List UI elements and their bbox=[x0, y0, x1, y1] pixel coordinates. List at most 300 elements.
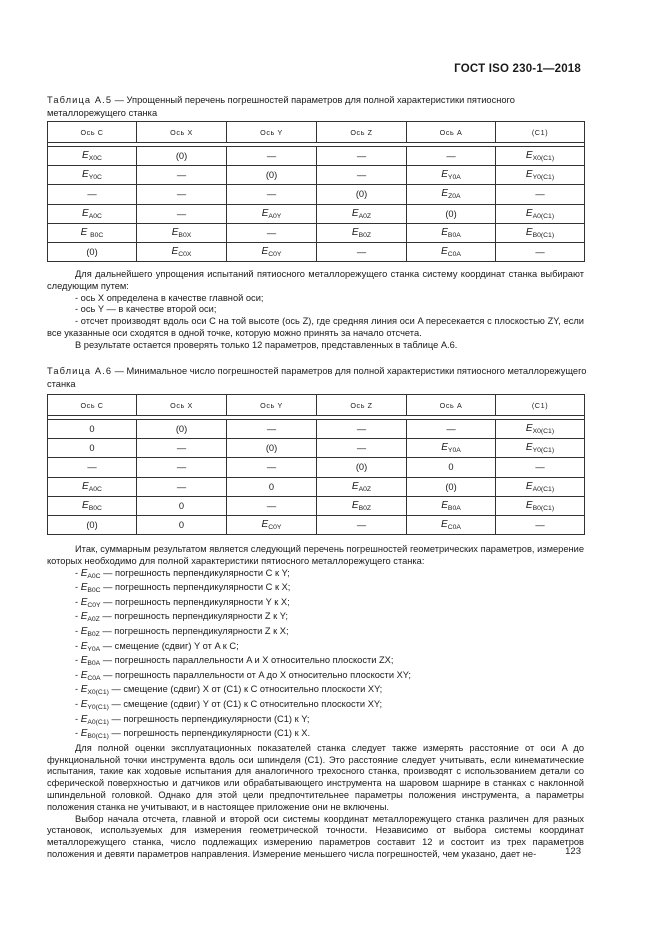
table-a5-caption bbox=[47, 94, 587, 119]
table-a6 bbox=[47, 394, 585, 535]
cell-text: — bbox=[535, 189, 545, 200]
cell-text: — bbox=[266, 151, 277, 162]
symbol-subscript: Y0(C1) bbox=[87, 703, 109, 711]
table-cell bbox=[496, 458, 585, 477]
column-header: Ось A bbox=[407, 122, 496, 143]
table-cell bbox=[317, 185, 407, 204]
table-row bbox=[48, 166, 585, 185]
simplification-intro: Для дальнейшего упрощения испытаний пятиосного металлорежущего станка систему координат станка выбирают следующим путем: bbox=[47, 269, 584, 291]
list-item-origin: - отсчет производят вдоль оси C на той высоте (ось Z), где средняя линия оси A пересекается с плоскостью ZY, если все указанные оси сходятся в одной точке, которую можно принять за начало отсчета. bbox=[47, 316, 584, 338]
error-symbol bbox=[441, 188, 461, 201]
table-cell bbox=[137, 439, 227, 458]
table-a5-label: Таблица А.5 bbox=[47, 95, 113, 105]
symbol-subscript: Y0A bbox=[447, 447, 461, 455]
symbol-letter: E bbox=[441, 442, 448, 454]
paragraph-summary bbox=[47, 544, 584, 861]
error-symbol bbox=[81, 670, 101, 680]
symbol-letter: E bbox=[80, 640, 88, 652]
table-cell bbox=[407, 185, 496, 204]
list-item bbox=[75, 641, 584, 656]
table-cell bbox=[48, 458, 137, 477]
error-symbol bbox=[82, 208, 102, 218]
table-cell bbox=[48, 166, 137, 185]
cell-text: — bbox=[356, 520, 367, 531]
cell-text: 0 bbox=[89, 443, 95, 454]
table-cell bbox=[227, 496, 317, 515]
symbol-letter: E bbox=[80, 698, 88, 710]
column-header: Ось C bbox=[48, 122, 137, 143]
table-cell bbox=[317, 166, 407, 185]
symbol-letter: E bbox=[441, 499, 448, 511]
table-row bbox=[48, 420, 585, 439]
table-cell bbox=[407, 204, 496, 223]
list-item-text: — смещение (сдвиг) Y от (C1) к C относительно плоскости XY; bbox=[108, 698, 383, 709]
table-row bbox=[48, 515, 585, 534]
list-bullet: - bbox=[75, 669, 81, 680]
column-header: Ось X bbox=[137, 395, 227, 416]
list-item bbox=[75, 670, 584, 685]
table-cell bbox=[317, 439, 407, 458]
table-cell bbox=[496, 223, 585, 242]
table-cell bbox=[227, 147, 317, 166]
symbol-subscript: B0(C1) bbox=[532, 231, 555, 239]
error-symbol bbox=[352, 500, 371, 510]
cell-text: — bbox=[266, 462, 277, 473]
cell-text: 0 bbox=[178, 520, 185, 531]
cell-text: 0 bbox=[448, 462, 454, 473]
error-symbol bbox=[526, 481, 554, 491]
symbol-subscript: B0A bbox=[447, 504, 461, 512]
paragraph-full-evaluation: Для полной оценки эксплуатационных показателей станка следует также измерять расстояние от оси A до функциональной точки инструмента вдоль оси шпинделя (C1). Это расстояние следует учитывать, если кинематические испытания, такие как ходовые испытания для аналогичного трехосного станка, производят с использованием детали со сферической поверхностью и датчиков или обрабатывающего инструмента на шаровом шарнире в станках с наклонной шпиндельной головкой. Однако для этой цели предпочтительнее параметры положения инструмента, а параметры положения станка не учитывают, и в настоящее приложение они не включены. bbox=[47, 742, 584, 812]
table-cell bbox=[407, 439, 496, 458]
error-symbol bbox=[352, 208, 371, 218]
error-symbol bbox=[441, 169, 461, 182]
list-item-axis-x: - ось X определена в качестве главной оси; bbox=[75, 292, 264, 303]
table-cell bbox=[227, 185, 317, 204]
symbol-subscript: X0C bbox=[88, 155, 102, 163]
symbol-subscript: B0A bbox=[87, 660, 101, 668]
table-cell bbox=[137, 477, 227, 496]
table-a5-title: — Упрощенный перечень погрешностей параметров для полной характеристики пятиосного металлорежущего станка bbox=[47, 95, 515, 118]
symbol-letter: E bbox=[171, 246, 179, 258]
list-bullet: - bbox=[75, 713, 81, 724]
table-cell bbox=[407, 223, 496, 242]
symbol-letter: E bbox=[525, 442, 533, 454]
table-cell bbox=[407, 458, 496, 477]
table-cell bbox=[496, 420, 585, 439]
table-cell bbox=[227, 420, 317, 439]
table-cell bbox=[227, 515, 317, 534]
table-header-row bbox=[48, 395, 585, 416]
symbol-subscript: Y0A bbox=[447, 174, 461, 182]
symbol-letter: E bbox=[441, 169, 448, 181]
symbol-subscript: A0Z bbox=[87, 616, 100, 624]
symbol-subscript: X0(C1) bbox=[532, 155, 555, 163]
table-cell bbox=[496, 242, 585, 261]
symbol-subscript: B0(C1) bbox=[87, 733, 109, 741]
error-symbol bbox=[441, 246, 461, 259]
cell-text: — bbox=[176, 462, 187, 473]
paragraph-origin-choice: Выбор начала отсчета, главной и второй оси системы координат металлорежущего станка различен для разных установок, используемых для измерения геометрической точности. Независимо от выбора системы координат металлорежущего станка, число подлежащих измерению параметров составит 12 и состоит из трех параметров положения и девяти параметров направления. Измерение меньшего числа погрешностей, чем указано, дает не- bbox=[47, 813, 584, 859]
table-row bbox=[48, 458, 585, 477]
error-symbol bbox=[81, 714, 109, 724]
symbol-subscript: B0C bbox=[88, 504, 102, 512]
table-cell bbox=[137, 515, 227, 534]
list-item bbox=[75, 597, 584, 612]
list-bullet: - bbox=[75, 698, 81, 709]
column-header: Ось Z bbox=[317, 122, 407, 143]
table-cell bbox=[496, 147, 585, 166]
symbol-letter: E bbox=[351, 207, 359, 219]
symbol-letter: E bbox=[261, 519, 269, 531]
symbol-letter: E bbox=[525, 423, 533, 435]
table-cell bbox=[407, 477, 496, 496]
table-cell bbox=[227, 242, 317, 261]
table-row bbox=[48, 477, 585, 496]
list-item-text: — погрешность перпендикулярности Y к X; bbox=[100, 596, 290, 607]
result-sentence: В результате остается проверять только 12 параметров, представленных в таблице А.6. bbox=[75, 339, 458, 350]
table-cell bbox=[407, 420, 496, 439]
list-bullet: - bbox=[75, 728, 81, 739]
cell-text: — bbox=[266, 227, 277, 238]
cell-text: 0 bbox=[268, 481, 275, 492]
column-header: Ось Y bbox=[227, 395, 317, 416]
table-cell bbox=[317, 458, 407, 477]
symbol-letter: E bbox=[82, 480, 89, 492]
error-symbol bbox=[82, 150, 102, 163]
list-bullet: - bbox=[75, 567, 81, 578]
list-item-axis-y: - ось Y — в качестве второй оси; bbox=[75, 304, 217, 315]
error-symbol bbox=[525, 423, 555, 436]
table-a5 bbox=[47, 121, 585, 262]
symbol-letter: E bbox=[525, 207, 533, 219]
table-cell bbox=[317, 515, 407, 534]
table-cell bbox=[137, 223, 227, 242]
column-header: Ось C bbox=[48, 395, 137, 416]
cell-text: — bbox=[356, 443, 367, 454]
list-item bbox=[75, 684, 584, 699]
table-cell bbox=[407, 147, 496, 166]
symbol-subscript: B0Z bbox=[358, 231, 372, 239]
cell-text: — bbox=[266, 189, 277, 200]
cell-text: — bbox=[356, 170, 367, 181]
table-cell bbox=[496, 204, 585, 223]
error-symbol bbox=[261, 519, 282, 532]
symbol-subscript: A0Z bbox=[358, 485, 372, 493]
cell-text: 0 bbox=[178, 500, 185, 511]
cell-text: — bbox=[446, 151, 456, 162]
table-cell bbox=[496, 477, 585, 496]
symbol-subscript: A0(C1) bbox=[87, 718, 109, 726]
cell-text: 0 bbox=[89, 424, 95, 435]
cell-text: — bbox=[356, 424, 367, 435]
list-item-text: — погрешность перпендикулярности C к Y; bbox=[100, 567, 290, 578]
column-header: Ось Y bbox=[227, 122, 317, 143]
cell-text: — bbox=[176, 481, 187, 492]
symbol-subscript: A0C bbox=[88, 212, 102, 220]
symbol-subscript: C0A bbox=[447, 524, 461, 532]
column-header: (C1) bbox=[496, 395, 585, 416]
table-cell bbox=[137, 166, 227, 185]
symbol-letter: E bbox=[441, 226, 448, 238]
table-cell bbox=[407, 496, 496, 515]
cell-text: — bbox=[446, 424, 456, 435]
error-symbol bbox=[82, 481, 102, 491]
list-item-text: — погрешность параллельности от A до X относительно плоскости XY; bbox=[100, 669, 411, 680]
symbol-letter: E bbox=[525, 169, 533, 181]
table-row bbox=[48, 496, 585, 515]
table-row bbox=[48, 242, 585, 261]
symbol-subscript: A0Z bbox=[358, 212, 372, 220]
list-bullet: - bbox=[75, 684, 81, 695]
symbol-letter: E bbox=[261, 207, 269, 219]
error-symbol bbox=[81, 641, 101, 651]
error-symbol bbox=[525, 442, 555, 455]
error-symbol bbox=[352, 227, 371, 237]
symbol-subscript: Z0A bbox=[448, 193, 461, 201]
list-item-text: — погрешность перпендикулярности Z к X; bbox=[99, 625, 289, 636]
list-item bbox=[75, 714, 584, 729]
cell-text: (0) bbox=[175, 151, 188, 162]
list-item bbox=[75, 582, 584, 597]
symbol-letter: E bbox=[82, 207, 89, 219]
cell-text: (0) bbox=[445, 208, 457, 219]
table-cell bbox=[496, 439, 585, 458]
table-cell bbox=[407, 166, 496, 185]
table-cell bbox=[317, 204, 407, 223]
error-symbol bbox=[81, 626, 100, 636]
symbol-subscript: C0Y bbox=[268, 251, 282, 259]
error-symbol bbox=[441, 519, 461, 532]
list-bullet: - bbox=[75, 611, 81, 622]
table-cell bbox=[317, 477, 407, 496]
cell-text: (0) bbox=[86, 520, 98, 531]
column-header: (C1) bbox=[496, 122, 585, 143]
error-symbol bbox=[81, 597, 101, 607]
cell-text: (0) bbox=[175, 424, 188, 435]
error-symbol bbox=[80, 582, 101, 595]
symbol-letter: E bbox=[80, 567, 88, 579]
standard-header: ГОСТ ISO 230-1—2018 bbox=[454, 63, 581, 75]
symbol-subscript: C0Y bbox=[268, 524, 282, 532]
error-list bbox=[47, 568, 584, 743]
table-cell bbox=[407, 515, 496, 534]
error-symbol bbox=[261, 246, 282, 259]
table-cell bbox=[137, 496, 227, 515]
symbol-letter: E bbox=[82, 150, 89, 162]
list-bullet: - bbox=[75, 640, 81, 651]
list-item-text: — погрешность перпендикулярности (C1) к Y; bbox=[108, 713, 310, 724]
list-bullet: - bbox=[75, 655, 81, 666]
list-item-text: — погрешность параллельности A и X относительно плоскости ZX; bbox=[100, 655, 394, 666]
error-symbol bbox=[262, 208, 282, 218]
column-header: Ось Z bbox=[317, 395, 407, 416]
symbol-subscript: Y0(C1) bbox=[532, 174, 555, 182]
table-cell bbox=[496, 185, 585, 204]
table-cell bbox=[48, 477, 137, 496]
symbol-subscript: X0(C1) bbox=[87, 689, 109, 697]
symbol-subscript: B0C bbox=[87, 587, 101, 595]
column-header: Ось X bbox=[137, 122, 227, 143]
cell-text: (0) bbox=[445, 481, 457, 492]
symbol-letter: E bbox=[261, 246, 269, 258]
table-row bbox=[48, 147, 585, 166]
symbol-subscript: C0Y bbox=[87, 601, 101, 609]
error-symbol bbox=[526, 227, 554, 237]
table-cell bbox=[227, 477, 317, 496]
table-cell bbox=[317, 242, 407, 261]
symbol-letter: E bbox=[351, 499, 359, 511]
symbol-subscript: B0A bbox=[447, 231, 461, 239]
table-cell bbox=[317, 147, 407, 166]
error-symbol bbox=[441, 442, 461, 455]
error-symbol bbox=[525, 150, 555, 163]
cell-text: — bbox=[535, 247, 545, 258]
table-row bbox=[48, 204, 585, 223]
symbol-letter: E bbox=[80, 684, 88, 696]
error-symbol bbox=[81, 568, 101, 578]
error-symbol bbox=[526, 500, 554, 510]
table-a6-label: Таблица А.6 bbox=[47, 366, 113, 376]
error-symbol bbox=[82, 500, 102, 510]
error-symbol bbox=[81, 699, 109, 709]
table-row bbox=[48, 185, 585, 204]
symbol-subscript: C0X bbox=[178, 251, 192, 259]
symbol-letter: E bbox=[80, 625, 88, 637]
table-cell bbox=[407, 242, 496, 261]
table-cell bbox=[48, 515, 137, 534]
symbol-letter: E bbox=[80, 669, 88, 681]
table-cell bbox=[137, 147, 227, 166]
symbol-subscript: B0C bbox=[90, 231, 104, 239]
cell-text: — bbox=[176, 443, 187, 454]
table-cell bbox=[137, 185, 227, 204]
list-item bbox=[75, 655, 584, 670]
symbol-subscript: A0C bbox=[87, 572, 101, 580]
table-cell bbox=[48, 439, 137, 458]
symbol-subscript: C0A bbox=[447, 251, 461, 259]
error-symbol bbox=[352, 481, 371, 491]
error-symbol bbox=[525, 169, 555, 182]
symbol-letter: E bbox=[525, 480, 533, 492]
error-symbol bbox=[80, 728, 109, 741]
symbol-subscript: X0(C1) bbox=[532, 428, 555, 436]
list-item bbox=[75, 611, 584, 626]
summary-intro: Итак, суммарным результатом является следующий перечень погрешностей геометрических параметров, измерение которых необходимо для полной характеристики пятиосного металлорежущего станка: bbox=[47, 544, 584, 566]
symbol-subscript: C0A bbox=[87, 674, 101, 682]
list-item bbox=[75, 626, 584, 641]
symbol-letter: E bbox=[441, 519, 448, 531]
symbol-letter: E bbox=[171, 226, 179, 238]
table-cell bbox=[137, 420, 227, 439]
symbol-letter: E bbox=[525, 226, 533, 238]
table-cell bbox=[227, 223, 317, 242]
symbol-letter: E bbox=[525, 499, 533, 511]
cell-text: — bbox=[87, 462, 97, 473]
symbol-subscript: B0X bbox=[178, 231, 192, 239]
list-item bbox=[75, 699, 584, 714]
symbol-letter: E bbox=[82, 499, 89, 511]
table-cell bbox=[227, 458, 317, 477]
symbol-subscript: Y0A bbox=[87, 645, 101, 653]
symbol-subscript: A0(C1) bbox=[532, 212, 555, 220]
list-bullet: - bbox=[75, 625, 81, 636]
table-row bbox=[48, 439, 585, 458]
cell-text: (0) bbox=[355, 189, 368, 200]
table-cell bbox=[48, 204, 137, 223]
cell-text: — bbox=[176, 189, 187, 200]
symbol-letter: E bbox=[525, 150, 533, 162]
error-symbol bbox=[526, 208, 554, 218]
list-item-text: — погрешность перпендикулярности (C1) к X. bbox=[108, 728, 311, 739]
error-symbol bbox=[81, 227, 104, 237]
cell-text: (0) bbox=[265, 170, 278, 181]
symbol-subscript: B0Z bbox=[358, 504, 372, 512]
cell-text: — bbox=[176, 170, 187, 181]
table-cell bbox=[227, 439, 317, 458]
cell-text: (0) bbox=[265, 443, 278, 454]
cell-text: — bbox=[535, 462, 545, 473]
cell-text: — bbox=[87, 189, 97, 200]
cell-text: (0) bbox=[355, 462, 368, 473]
error-symbol bbox=[82, 169, 102, 182]
symbol-letter: E bbox=[80, 611, 88, 623]
error-symbol bbox=[441, 500, 461, 510]
table-cell bbox=[317, 223, 407, 242]
table-header-row bbox=[48, 122, 585, 143]
column-header: Ось A bbox=[407, 395, 496, 416]
symbol-subscript: Y0C bbox=[88, 174, 102, 182]
table-cell bbox=[48, 420, 137, 439]
paragraph-simplification bbox=[47, 269, 584, 352]
error-symbol bbox=[80, 611, 100, 624]
symbol-letter: E bbox=[80, 655, 88, 667]
cell-text: — bbox=[176, 208, 187, 219]
cell-text: — bbox=[356, 247, 367, 258]
list-bullet: - bbox=[75, 596, 81, 607]
error-symbol bbox=[80, 655, 101, 668]
list-item-text: — погрешность перпендикулярности Z к Y; bbox=[99, 611, 288, 622]
symbol-subscript: B0(C1) bbox=[532, 504, 555, 512]
error-symbol bbox=[80, 684, 109, 697]
cell-text: — bbox=[535, 520, 545, 531]
table-cell bbox=[317, 496, 407, 515]
error-symbol bbox=[172, 227, 192, 237]
table-cell bbox=[137, 458, 227, 477]
symbol-letter: E bbox=[80, 713, 88, 725]
list-item-text: — погрешность перпендикулярности C к X; bbox=[100, 582, 291, 593]
table-cell bbox=[496, 496, 585, 515]
symbol-letter: E bbox=[80, 596, 88, 608]
table-cell bbox=[227, 204, 317, 223]
table-cell bbox=[48, 147, 137, 166]
table-cell bbox=[48, 496, 137, 515]
table-cell bbox=[48, 223, 137, 242]
table-a6-title: — Минимальное число погрешностей параметров для полной характеристики пятиосного металлорежущего станка bbox=[47, 366, 587, 389]
table-cell bbox=[227, 166, 317, 185]
error-symbol bbox=[171, 246, 192, 259]
symbol-subscript: A0C bbox=[88, 485, 102, 493]
symbol-letter: E bbox=[441, 188, 449, 200]
table-cell bbox=[496, 166, 585, 185]
symbol-letter: E bbox=[351, 480, 359, 492]
list-item bbox=[75, 568, 584, 583]
table-a6-caption bbox=[47, 365, 587, 390]
table-cell bbox=[317, 420, 407, 439]
symbol-letter: E bbox=[80, 728, 88, 740]
list-item-text: — смещение (сдвиг) X от (C1) к C относительно плоскости XY; bbox=[108, 684, 383, 695]
cell-text: — bbox=[266, 500, 277, 511]
